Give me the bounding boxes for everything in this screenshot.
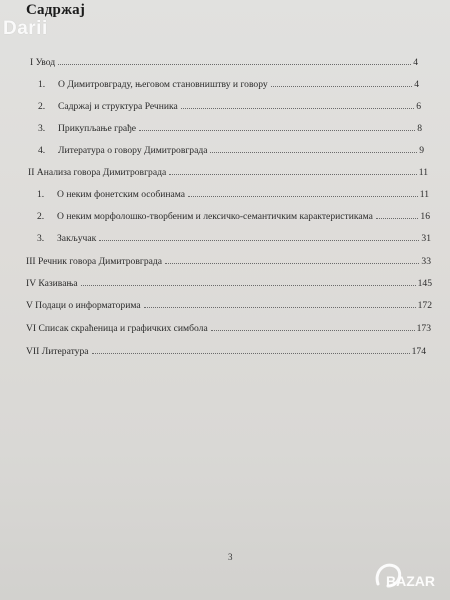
dot-leader — [58, 64, 411, 65]
dot-leader — [144, 307, 416, 308]
dot-leader — [139, 130, 415, 131]
toc-entry-page: 33 — [421, 256, 431, 267]
page-title: Садржај — [26, 2, 86, 18]
toc-entry-abbreviations — [26, 323, 431, 334]
toc-entry-number: 2. — [37, 211, 45, 222]
svg-text:BAZAR: BAZAR — [386, 573, 435, 589]
dot-leader — [81, 285, 416, 286]
toc-entry-page: 4 — [413, 57, 418, 68]
toc-entry-page: 11 — [418, 167, 428, 178]
toc-entry-label: II Анализа говора Димитровграда — [28, 167, 167, 178]
toc-entry-number: 3. — [38, 123, 46, 134]
dot-leader — [211, 330, 415, 331]
toc-subentry — [38, 79, 419, 90]
toc-entry-page: 8 — [417, 123, 422, 134]
toc-entry-label: III Речник говора Димитровграда — [26, 256, 163, 267]
toc-entry-page: 145 — [417, 278, 432, 289]
toc-subentry — [38, 123, 422, 134]
toc-entry-page: 16 — [420, 211, 430, 222]
toc-entry-number: 2. — [38, 101, 46, 112]
toc-entry-label: О неким морфолошко-творбеним и лексичко-семантичким карактеристикама — [57, 211, 373, 222]
dot-leader — [210, 152, 417, 153]
toc-entry-page: 31 — [421, 233, 431, 244]
dot-leader — [99, 240, 419, 241]
toc-entry-page: 4 — [414, 79, 419, 90]
toc-entry-literature — [26, 346, 426, 357]
toc-entry-number: 3. — [37, 233, 45, 244]
dot-leader — [92, 353, 410, 354]
dot-leader — [271, 86, 413, 87]
toc-entry-intro — [30, 57, 418, 68]
bazar-logo-watermark — [368, 556, 448, 596]
toc-subentry — [38, 145, 424, 156]
toc-entry-number: 1. — [38, 79, 46, 90]
toc-entry-page: 6 — [416, 101, 421, 112]
toc-entry-page: 172 — [417, 300, 432, 311]
toc-subentry — [37, 211, 430, 222]
toc-entry-label: Литература о говору Димитровграда — [58, 145, 208, 156]
dot-leader — [169, 174, 417, 175]
toc-entry-analysis — [28, 167, 428, 178]
dot-leader — [181, 108, 414, 109]
toc-entry-page: 11 — [419, 189, 429, 200]
toc-entry-label: I Увод — [30, 57, 56, 68]
toc-entry-label: Прикупљање грађе — [58, 123, 137, 134]
toc-entry-dictionary — [26, 256, 431, 267]
dot-leader — [376, 218, 419, 219]
toc-entry-label: V Подаци о информаторима — [26, 300, 141, 311]
page-number: 3 — [228, 552, 233, 562]
toc-entry-number: 4. — [38, 145, 46, 156]
toc-subentry — [38, 101, 421, 112]
toc-entry-label: IV Казивања — [26, 278, 78, 289]
toc-entry-page: 9 — [419, 145, 424, 156]
dot-leader — [165, 263, 419, 264]
toc-entry-number: 1. — [37, 189, 45, 200]
toc-entry-page: 173 — [416, 323, 431, 334]
toc-entry-label: О неким фонетским особинама — [57, 189, 185, 200]
dot-leader — [188, 196, 418, 197]
toc-entry-label: VII Литература — [26, 346, 89, 357]
toc-entry-page: 174 — [411, 346, 426, 357]
toc-entry-label: Закључак — [57, 233, 97, 244]
toc-entry-label: Садржај и структура Речника — [58, 101, 178, 112]
toc-subentry — [37, 189, 429, 200]
toc-entry-informants — [26, 300, 432, 311]
darii-watermark: Darii — [3, 18, 48, 39]
toc-subentry — [37, 233, 431, 244]
toc-entry-narratives — [26, 278, 432, 289]
toc-entry-label: О Димитровграду, његовом становништву и говору — [58, 79, 268, 90]
toc-entry-label: VI Списак скраћеница и графичких симбола — [26, 323, 208, 334]
